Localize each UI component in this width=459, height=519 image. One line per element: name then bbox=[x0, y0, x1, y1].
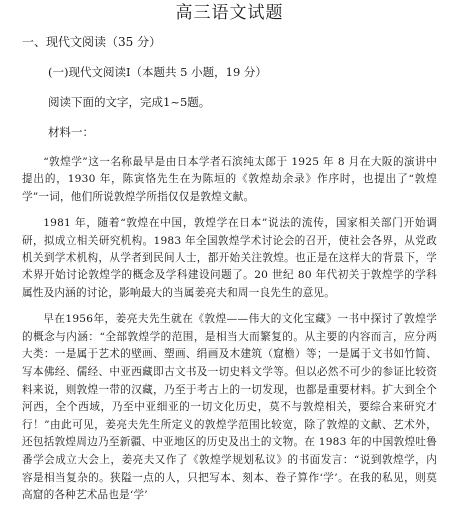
document-title: 高三语文试题 bbox=[175, 3, 284, 23]
paragraph-3: 早在1956年，姜亮夫先生就在《敦煌——伟大的文化宝藏》一书中探讨了敦煌学的概念与内涵：“全部敦煌学的范围，是相当大而繁复的。从主要的内容而言，应分两大类：一是属于艺术的壁画、塑画、绢画及木建筑（窟檐）等；一是属于文书如竹简、写本佛经、儒经、中亚西藏即古文书及一切史料文学等。但以必然不可少的参证比较资料来说，则敦煌一带的汉藏，乃至于考古上的一切发现，也都是重要材料。扩大到全个河西，全个西域，乃至中亚细亚的一切文化历史，莫不与敦煌相关，要综合来研究才行！”由此可见，姜亮夫先生所定义的敦煌学范围比较宽，除了敦煌的文献、艺术外，还包括敦煌周边乃至新疆、中亚地区的历史及出土的文物。在 1983 年的中国敦煌吐鲁番学会成立大会上，姜亮夫又作了《敦煌学规划私议》的书面发言：“说到敦煌学，内容是相当复杂的。狭隘一点的人，只把写本、刻本、卷子算作‘学’。在我的私见，则莫高窟的各种艺术品也是‘学’ bbox=[22, 313, 437, 502]
section-heading: 一、现代文阅读（35 分） bbox=[22, 35, 162, 49]
reading-instruction: 阅读下面的文字，完成1~5题。 bbox=[48, 95, 211, 109]
exam-page bbox=[0, 2, 459, 519]
paragraph-2: 1981 年，随着“敦煌在中国，敦煌学在日本”说法的流传，国家相关部门开始调研，拟成立相关研究机构。1983 年全国敦煌学术讨论会的召开，使社会各界，从党政机关到学术机构，从学者到民间人士，都开始关注敦煌。也正是在这样大的背景下，学术界开始讨论敦煌学的概念及学科建设问题了。20 世纪 80 年代初关于敦煌学的学科属性及内涵的讨论，影响最大的当属姜亮夫和周一良先生的意见。 bbox=[22, 217, 437, 299]
paragraph-1: “敦煌学”这一名称最早是由日本学者石滨纯太郎于 1925 年 8 月在大阪的演讲中提出的，1930 年，陈寅恪先生在为陈垣的《敦煌劫余录》作序时，也提出了“敦煌学”一词，他们所说敦煌学所指仅仅是敦煌文献。 bbox=[22, 156, 437, 203]
subsection-heading: (一)现代文阅读Ⅰ（本题共 5 小题，19 分） bbox=[48, 65, 267, 79]
material-label: 材料一： bbox=[48, 125, 94, 139]
